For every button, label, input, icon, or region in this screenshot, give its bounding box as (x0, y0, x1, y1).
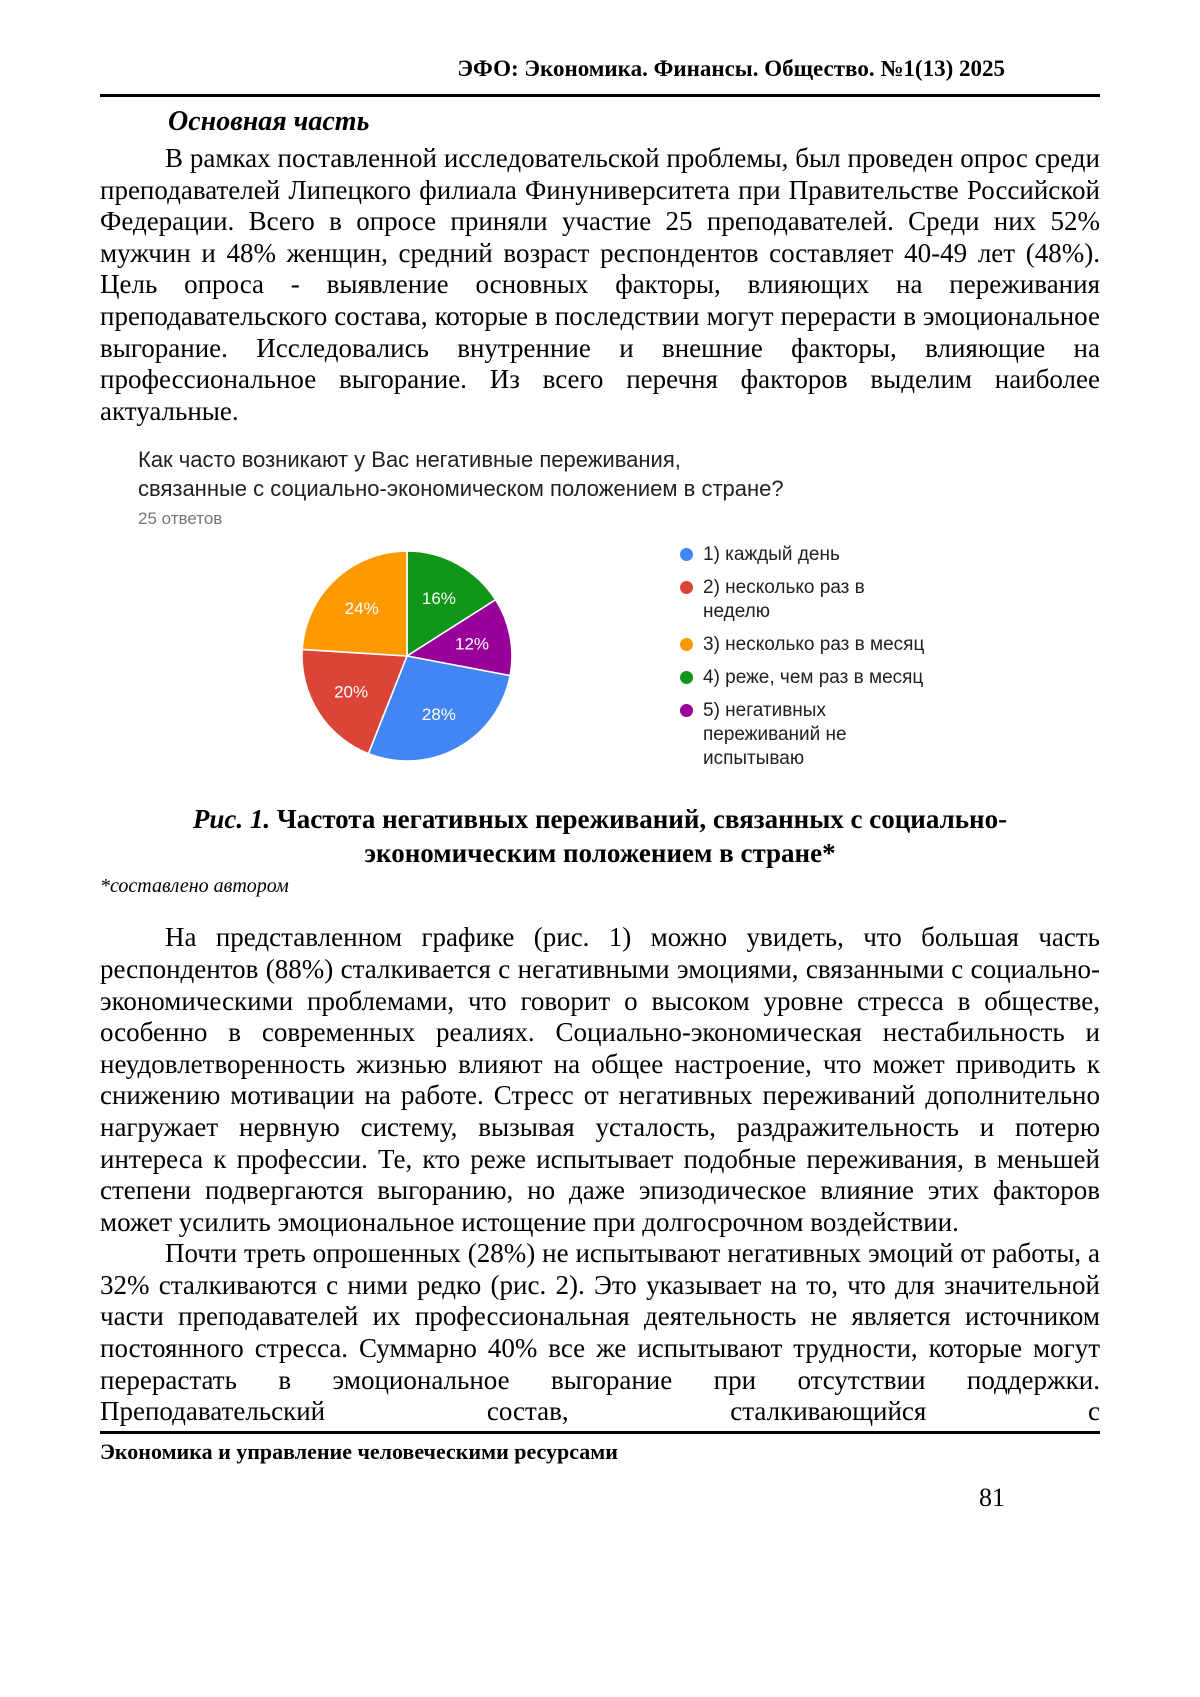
section-heading: Основная часть (168, 106, 370, 137)
pie-slice-label: 16% (421, 589, 456, 609)
figure-chart (100, 445, 1100, 780)
page-number: 81 (979, 1482, 1005, 1512)
legend-item (680, 576, 932, 624)
legend-color-dot (680, 581, 693, 594)
pie-slice-label: 12% (454, 634, 490, 654)
chart-legend (680, 543, 932, 780)
author-footnote: *составлено автором (100, 875, 289, 898)
chart-question-title: Как часто возникают у Вас негативные переживания, связанные с социально-экономическом положением в стране? (138, 447, 784, 502)
footer-rule (100, 1431, 1100, 1434)
legend-item (680, 543, 932, 567)
figure-caption-text: Частота негативных переживаний, связанных с социально-экономическим положением в стране* (276, 804, 1008, 869)
legend-label: 4) реже, чем раз в месяц (703, 667, 924, 689)
figure-caption (100, 802, 1100, 870)
journal-header-title: ЭФО: Экономика. Финансы. Общество. №1(13) 2025 (457, 56, 1005, 81)
chart-body (100, 541, 1100, 780)
body-paragraph: Почти треть опрошенных (28%) не испытывают негативных эмоций от работы, а 32% сталкиваются с ними редко (рис. 2). Это указывает на то, что для значительной части преподавателей их профессиональная деятельность не является источником постоянного стресса. Суммарно 40% все же испытывают трудности, которые могут перерастать в эмоциональное выгорание при отсутствии поддержки. Преподавательский состав, сталкивающийся с (100, 1238, 1100, 1427)
body-paragraph: В рамках поставленной исследовательской проблемы, был проведен опрос среди преподавателей Липецкого филиала Финуниверситета при Правительстве Российской Федерации. Всего в опросе приняли участие 25 преподавателей. Среди них 52% мужчин и 48% женщин, средний возраст респондентов составляет 40-49 лет (48%). Цель опроса - выявление основных факторы, влияющих на переживания преподавательского состава, которые в последствии могут перерасти в эмоциональное выгорание. Исследовались внутренние и внешние факторы, влияющие на профессиональное выгорание. Из всего перечня факторов выделим наиболее актуальные. (100, 143, 1100, 426)
body-paragraph: На представленном графике (рис. 1) можно увидеть, что большая часть респондентов (88%) сталкивается с негативными эмоциями, связанными с социально-экономическими проблемами, что говорит о высоком уровне стресса в обществе, особенно в современных реалиях. Социально-экономическая нестабильность и неудовлетворенность жизнью влияют на общее настроение, что может приводить к снижению мотивации на работе. Стресс от негативных переживаний дополнительно нагружает нервную систему, вызывая усталость, раздражительность и потерю интереса к профессии. Те, кто реже испытывает подобные переживания, в меньшей степени подвергаются выгоранию, но даже эпизодическое влияние этих факторов может усилить эмоциональное истощение при долгосрочном воздействии. (100, 922, 1100, 1237)
header-rule (100, 94, 1100, 97)
pie-slice-label: 24% (344, 599, 379, 619)
pie-slice-label: 28% (421, 705, 456, 725)
legend-color-dot (680, 704, 693, 717)
chart-response-count: 25 ответов (138, 509, 223, 529)
legend-color-dot (680, 638, 693, 651)
legend-color-dot (680, 548, 693, 561)
figure-caption-label: Рис. 1. (192, 804, 271, 835)
pie-chart (292, 541, 522, 771)
legend-item (680, 633, 932, 657)
pie-slice-label: 20% (334, 682, 369, 702)
legend-color-dot (680, 671, 693, 684)
running-footer-title: Экономика и управление человеческими ресурсами (100, 1438, 618, 1464)
legend-label: 2) несколько раз в неделю (703, 577, 865, 623)
legend-label: 3) несколько раз в месяц (703, 634, 925, 656)
legend-item (680, 666, 932, 690)
pie-chart-wrap (292, 541, 522, 771)
legend-label: 1) каждый день (703, 544, 840, 566)
legend-label: 5) негативных переживаний не испытываю (703, 700, 847, 770)
legend-item (680, 699, 932, 771)
